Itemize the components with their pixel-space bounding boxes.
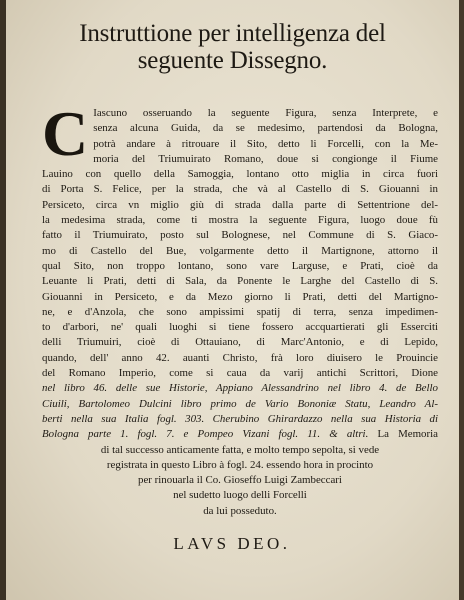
- body-line: mo di Castello del Bue, volgarmente detto il Martignone, attorno il: [42, 244, 438, 257]
- citation-line: nel libro 46. delle sue Historie, Appiano Alessandrino nel libro 4. de Bello: [42, 382, 438, 395]
- body-line: Lauino con quello della Samoggia, lontano otto miglia in circa fuori: [42, 168, 438, 181]
- closing-line: nel sudetto luogo delli Forcelli: [173, 489, 307, 502]
- body-line: Iascuno osseruando la seguente Figura, senza Interprete, e: [93, 107, 438, 119]
- body-line: senza alcuna Guida, da se medesimo, partendosi da Bologna,: [93, 122, 438, 135]
- citation-line: berti nella sua Italia fogl. 303. Cherubino Ghirardazzo nella sua Historia di: [42, 412, 438, 425]
- body-line: qual Sito, non troppo lontano, sono vare Larguse, e Prati, cioè da: [42, 259, 438, 272]
- closing-line: registrata in questo Libro à fogl. 24. essendo hora in procinto: [106, 458, 374, 471]
- body-line: di Porta S. Felice, per la strada, che và al Castello di S. Giouanni in: [42, 183, 438, 196]
- body-line: Leuante li Prati, detti di Sala, da Ponente le Larghe del Castello di S.: [42, 275, 438, 288]
- title-line-2: seguente Dissegno.: [137, 47, 328, 74]
- body-line: la medesima strada, come ti mostra la seguente Figura, luogo doue fù: [42, 214, 438, 227]
- title-line-1: Instruttione per intelligenza del: [79, 20, 386, 47]
- citation-line-end: Bologna parte 1. fogl. 7. e Pompeo Vizani fogl. 11. & altri.: [42, 428, 369, 441]
- body-line: Giouanni in Persiceto, e da Mezo giorno li Prati, detti del Martigno-: [42, 290, 438, 303]
- body-line: quando, dell' anno 42. auanti Christo, frà loro diuisero le Prouincie: [42, 351, 438, 364]
- body-line: ne, e d'Anzola, che sono ampissimi spatij di terra, senza impedimen-: [42, 305, 438, 318]
- body-line: Persiceto, circa vn miglio giù di strada dalla parte di Settentrione del-: [42, 198, 438, 211]
- body-line: moria del Triumuirato Romano, doue si congionge il Fiume: [93, 152, 438, 165]
- closing-line: da lui posseduto.: [203, 504, 277, 517]
- citation-line: Ciuili, Bartolomeo Dulcini libro primo de Vario Bononiæ Statu, Leandro Al-: [42, 397, 438, 410]
- body-line: to d'arbori, ne' quali luoghi si tiene fossero accquartierati gli Esserciti: [42, 321, 438, 334]
- laus-deo-footer: LAVS DEO.: [173, 534, 291, 553]
- body-line: del Romano Imperio, come si caua da varij antichi Scrittori, Dione: [42, 367, 438, 380]
- closing-line: di tal successo anticamente fatta, e molto tempo sepolta, si vede: [100, 443, 380, 456]
- body-line: delli Triumuiri, cioè di Ottauiano, di Marc'Antonio, e di Lepido,: [42, 336, 438, 349]
- closing-line: per rinouarla il Co. Gioseffo Luigi Zambeccari: [138, 474, 342, 487]
- body-text: [42, 98, 438, 519]
- drop-cap: C: [42, 98, 89, 169]
- body-line: fatto il Triumuirato, posto sul Bolognese, nel Commune di S. Giaco-: [42, 229, 438, 242]
- memoria-phrase: La Memoria: [377, 428, 438, 441]
- body-line: potrà andare à ritrouare il Sito, detto li Forcelli, con la Me-: [93, 137, 438, 150]
- document-title: [6, 20, 459, 74]
- citation-line-final: [42, 427, 438, 442]
